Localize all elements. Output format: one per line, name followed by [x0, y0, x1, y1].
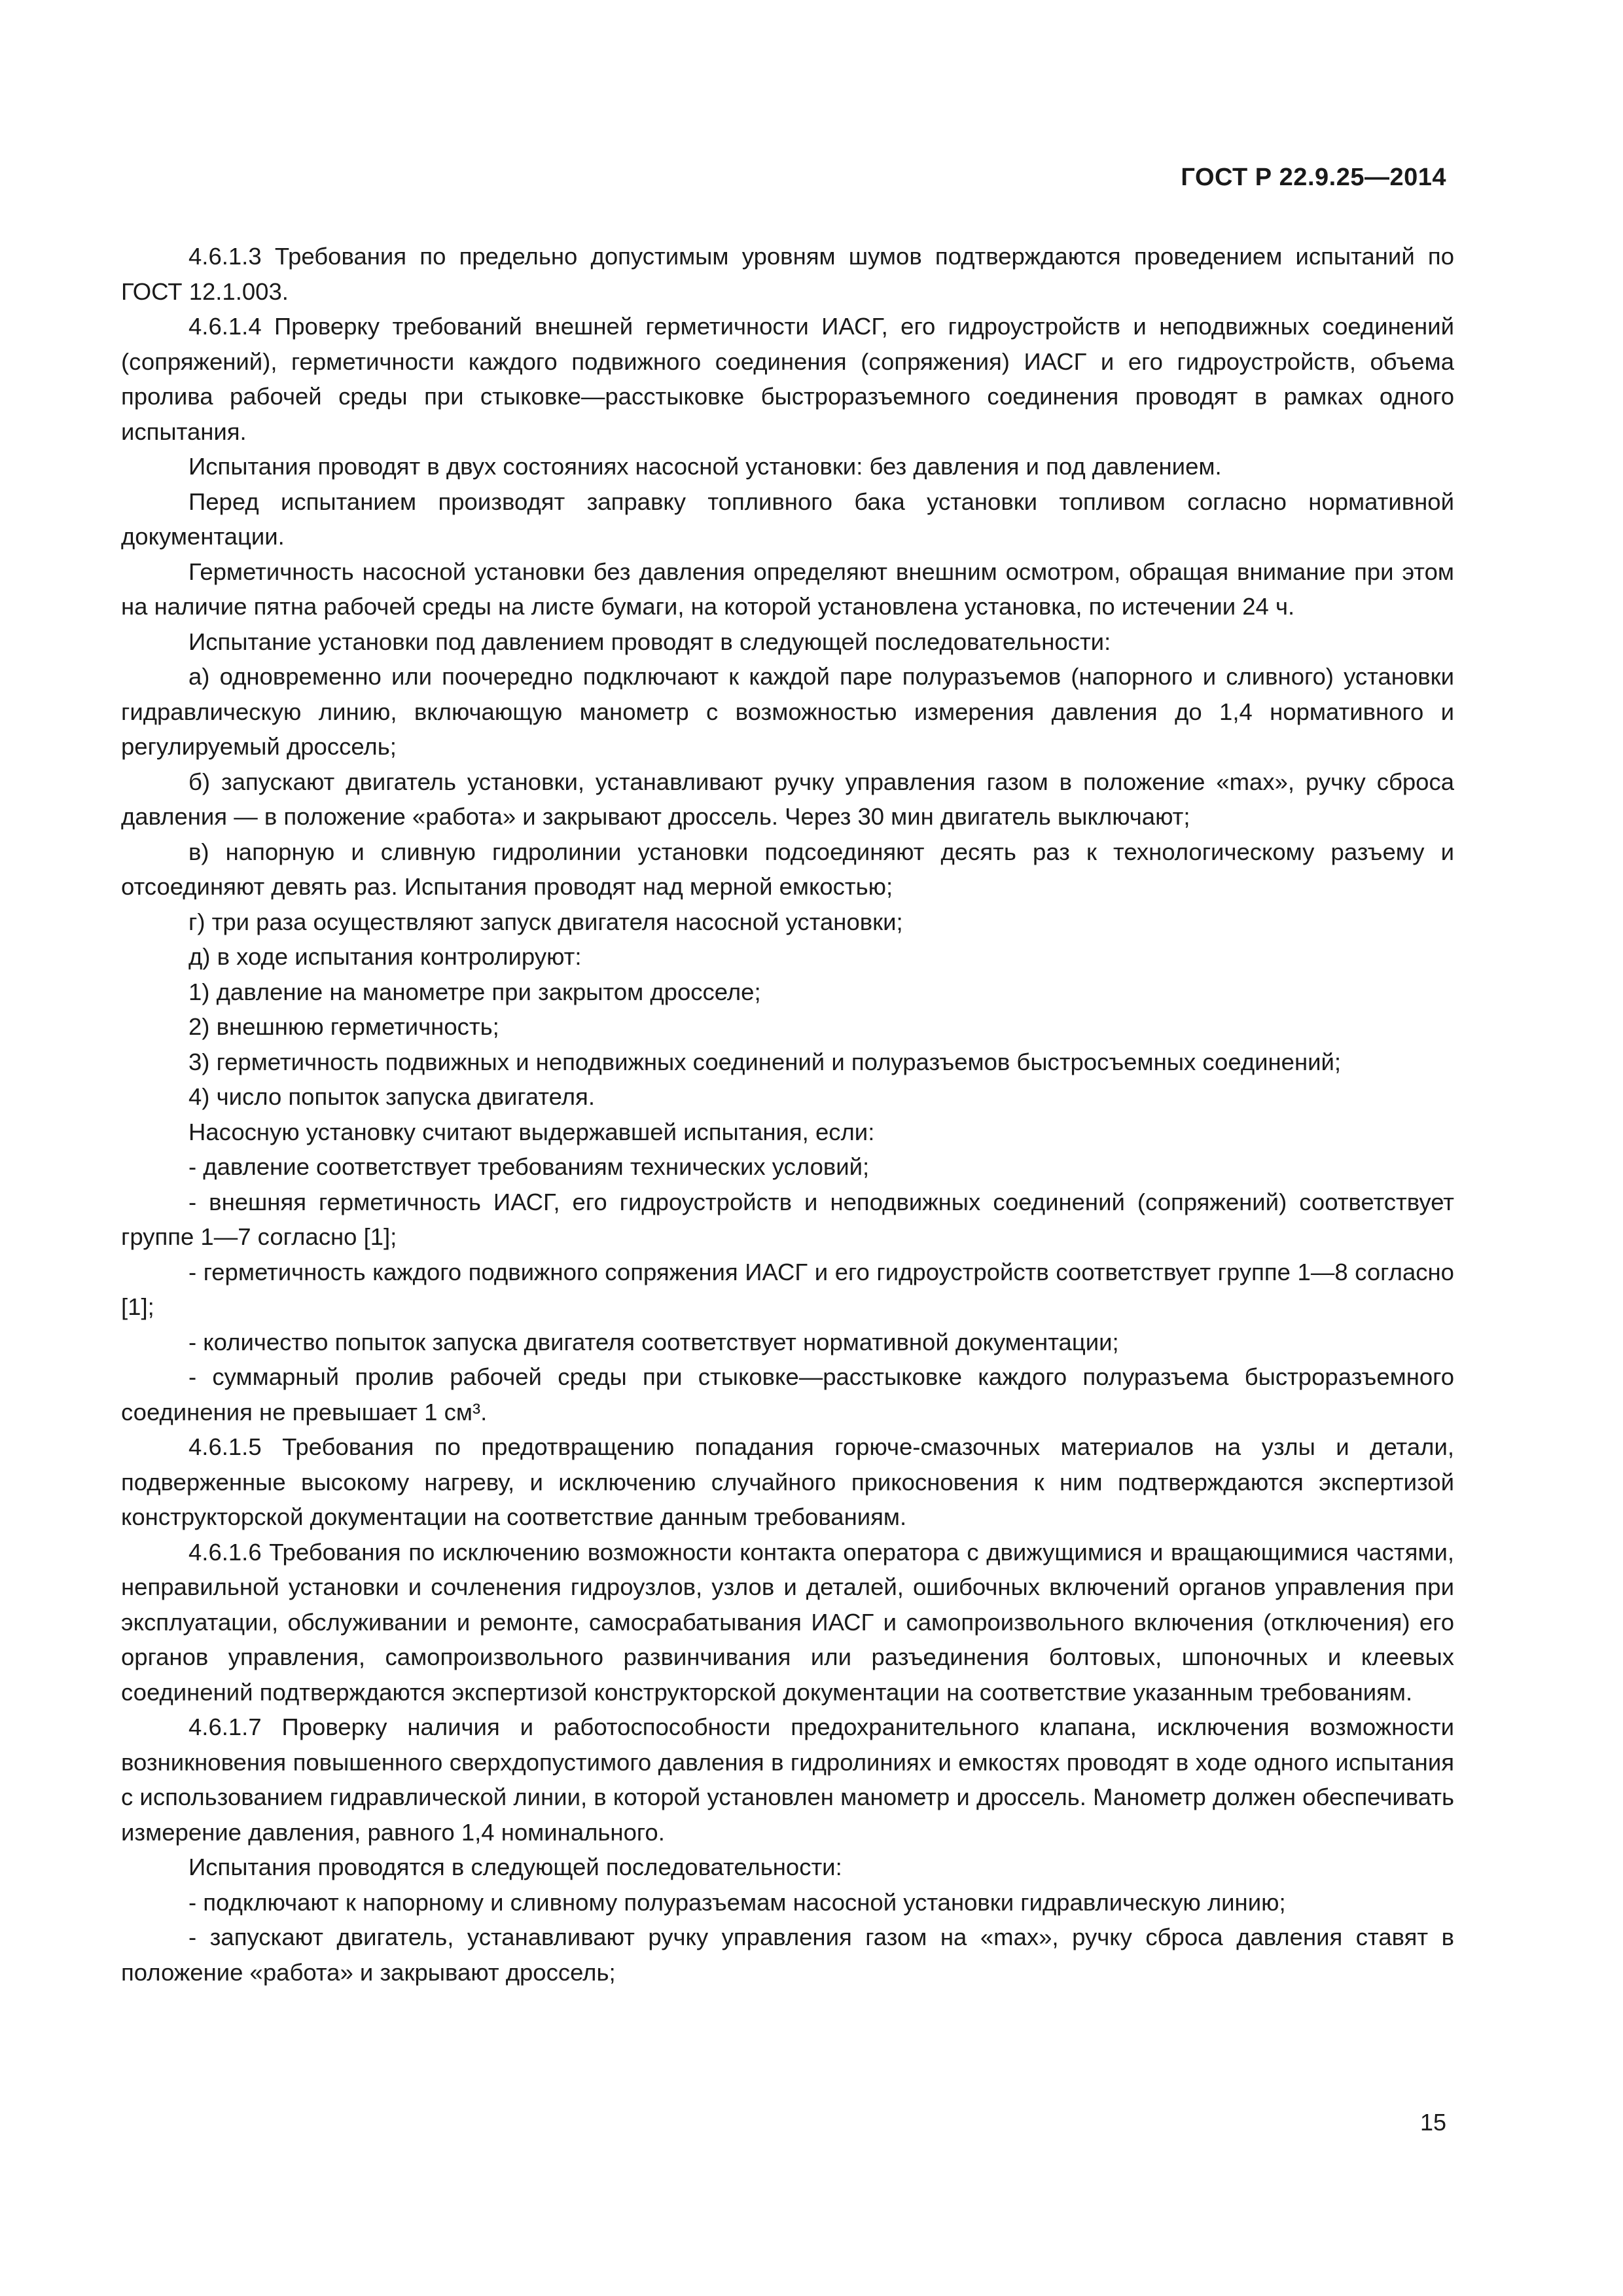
list-item-a: а) одновременно или поочередно подключают к каждой паре полуразъемов (напорного и сливного) установки гидравлическую линию, включающую манометр с возможностью измерения давления до 1,4 нормативного и регулируемый дроссель;: [121, 663, 1454, 760]
dash-list-item: - подключают к напорному и сливному полуразъемам насосной установки гидравлическую линию;: [188, 1888, 1286, 1916]
paragraph-4-6-1-5: 4.6.1.5 Требования по предотвращению попадания горюче-смазочных материалов на узлы и детали, подверженные высокому нагреву, и исключению случайного прикосновения к ним подтверждаются экспертизой конструкторской документации на соответствие данным требованиям.: [121, 1433, 1454, 1530]
dash-list-item: - суммарный пролив рабочей среды при стыковке—расстыковке каждого полуразъема быстроразъемного соединения не превышает 1 см³.: [121, 1363, 1454, 1426]
paragraph-4-6-1-7: 4.6.1.7 Проверку наличия и работоспособности предохранительного клапана, исключения возможности возникновения повышенного сверхдопустимого давления в гидролиниях и емкостях проводят в ходе одного испытания с использованием гидравлической линии, в которой установлен манометр и дроссель. Манометр должен обеспечивать измерение давления, равного 1,4 номинального.: [121, 1713, 1454, 1846]
dash-list-item: - давление соответствует требованиям технических условий;: [188, 1153, 870, 1180]
paragraph-4-6-1-6: 4.6.1.6 Требования по исключению возможности контакта оператора с движущимися и вращающимися частями, неправильной установки и сочленения гидроузлов, узлов и деталей, ошибочных включений органов управления при эксплуатации, обслуживании и ремонте, самосрабатывания ИАСГ и самопроизвольного включения (отключения) его органов управления, самопроизвольного развинчивания или разъединения болтовых, шпоночных и клеевых соединений подтверждаются экспертизой конструкторской документации на соответствие указанным требованиям.: [121, 1538, 1454, 1706]
standard-code-header: ГОСТ Р 22.9.25—2014: [1181, 164, 1446, 191]
paragraph: Насосную установку считают выдержавшей испытания, если:: [188, 1118, 875, 1145]
list-item-b: б) запускают двигатель установки, устанавливают ручку управления газом в положение «max», ручку сброса давления — в положение «работа» и закрывают дроссель. Через 30 мин двигатель выключают;: [121, 768, 1454, 830]
paragraph: Перед испытанием производят заправку топливного бака установки топливом согласно нормативной документации.: [121, 488, 1454, 550]
paragraph: Герметичность насосной установки без давления определяют внешним осмотром, обращая внимание при этом на наличие пятна рабочей среды на листе бумаги, на которой установлена установка, по истечении 24 ч.: [121, 558, 1454, 620]
list-item-1: 1) давление на манометре при закрытом дросселе;: [188, 978, 761, 1005]
list-item-2: 2) внешнюю герметичность;: [188, 1013, 499, 1040]
paragraph: Испытания проводят в двух состояниях насосной установки: без давления и под давлением.: [188, 453, 1222, 480]
list-item-g: г) три раза осуществляют запуск двигателя насосной установки;: [188, 908, 903, 935]
document-body: [121, 239, 1454, 1990]
list-item-d: д) в ходе испытания контролируют:: [188, 943, 582, 970]
paragraph: Испытания проводятся в следующей последовательности:: [188, 1854, 842, 1880]
dash-list-item: - герметичность каждого подвижного сопряжения ИАСГ и его гидроустройств соответствует группе 1—8 согласно [1];: [121, 1258, 1454, 1320]
list-item-3: 3) герметичность подвижных и неподвижных соединений и полуразъемов быстросъемных соединений;: [188, 1048, 1342, 1075]
dash-list-item: - запускают двигатель, устанавливают ручку управления газом на «max», ручку сброса давления ставят в положение «работа» и закрывают дроссель;: [121, 1924, 1454, 1986]
list-item-v: в) напорную и сливную гидролинии установки подсоединяют десять раз к технологическому разъему и отсоединяют девять раз. Испытания проводят над мерной емкостью;: [121, 838, 1454, 900]
dash-list-item: - внешняя герметичность ИАСГ, его гидроустройств и неподвижных соединений (сопряжений) соответствует группе 1—7 согласно [1];: [121, 1188, 1454, 1250]
paragraph-4-6-1-4: 4.6.1.4 Проверку требований внешней герметичности ИАСГ, его гидроустройств и неподвижных соединений (сопряжений), герметичности каждого подвижного соединения (сопряжения) ИАСГ и его гидроустройств, объема пролива рабочей среды при стыковке—расстыковке быстроразъемного соединения проводят в рамках одного испытания.: [121, 313, 1454, 445]
dash-list-item: - количество попыток запуска двигателя соответствует нормативной документации;: [188, 1328, 1119, 1355]
paragraph: Испытание установки под давлением проводят в следующей последовательности:: [188, 628, 1111, 655]
page-number: 15: [1419, 2109, 1446, 2136]
paragraph-4-6-1-3: 4.6.1.3 Требования по предельно допустимым уровням шумов подтверждаются проведением испытаний по ГОСТ 12.1.003.: [121, 243, 1454, 305]
list-item-4: 4) число попыток запуска двигателя.: [188, 1083, 595, 1110]
